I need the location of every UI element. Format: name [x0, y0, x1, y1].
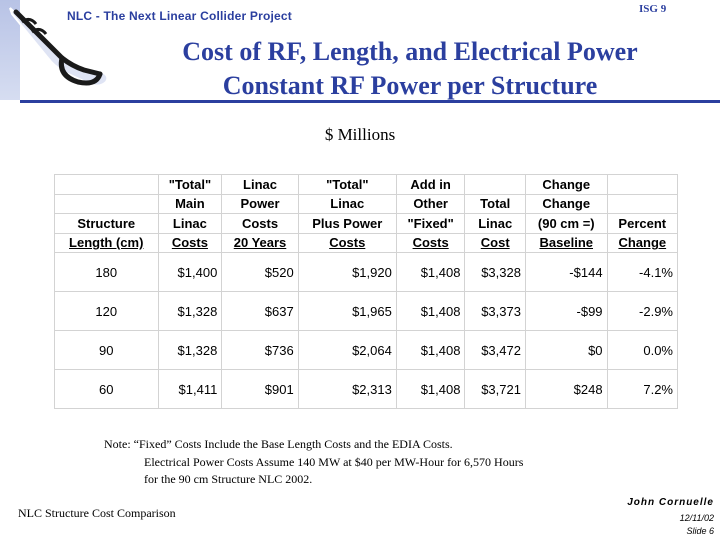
header-cell: Add in — [396, 175, 465, 195]
header-divider — [20, 100, 720, 103]
table-cell: $3,472 — [465, 331, 526, 370]
table-cell: 90 — [55, 331, 159, 370]
header-cell — [607, 175, 677, 195]
table-cell: $1,408 — [396, 331, 465, 370]
header-cell: 20 Years — [222, 233, 298, 253]
header-row — [55, 233, 678, 253]
table-cell: 180 — [55, 253, 159, 292]
header-cell — [55, 175, 159, 195]
header-cell — [55, 194, 159, 214]
header-cell: Change — [525, 194, 607, 214]
table-cell: 0.0% — [607, 331, 677, 370]
slide-number: Slide 6 — [686, 526, 714, 536]
header-cell: Change — [607, 233, 677, 253]
slide-title-line1: Cost of RF, Length, and Electrical Power — [182, 37, 638, 66]
table-cell: $1,328 — [158, 292, 222, 331]
header-cell: Linac — [158, 214, 222, 234]
note-line-1: Note: “Fixed” Costs Include the Base Length Costs and the EDIA Costs. — [104, 437, 453, 451]
table-cell: $637 — [222, 292, 298, 331]
slide-title-line2: Constant RF Power per Structure — [222, 71, 598, 100]
table-cell: $1,328 — [158, 331, 222, 370]
table-cell: $3,721 — [465, 370, 526, 409]
table-cell: $2,064 — [298, 331, 396, 370]
header-row — [55, 214, 678, 234]
table-cell: $0 — [525, 331, 607, 370]
header-cell — [465, 175, 526, 195]
header-cell: Length (cm) — [55, 233, 159, 253]
header-cell: "Fixed" — [396, 214, 465, 234]
table-cell: $901 — [222, 370, 298, 409]
header-cell: Power — [222, 194, 298, 214]
table-row — [55, 253, 678, 292]
table-cell: -2.9% — [607, 292, 677, 331]
note-block — [104, 436, 523, 489]
table-cell: $3,328 — [465, 253, 526, 292]
header-cell: Change — [525, 175, 607, 195]
table-row — [55, 292, 678, 331]
header-cell: Other — [396, 194, 465, 214]
table-cell: -$99 — [525, 292, 607, 331]
header-cell: Costs — [222, 214, 298, 234]
table-cell: 7.2% — [607, 370, 677, 409]
table-cell: 120 — [55, 292, 159, 331]
cost-table-body — [55, 253, 678, 409]
table-row — [55, 370, 678, 409]
header-cell: Linac — [298, 194, 396, 214]
header-row — [55, 194, 678, 214]
table-cell: -$144 — [525, 253, 607, 292]
table-cell: $1,408 — [396, 253, 465, 292]
note-line-2: Electrical Power Costs Assume 140 MW at $40 per MW-Hour for 6,570 Hours — [144, 454, 524, 469]
header-cell: "Total" — [158, 175, 222, 195]
table-cell: $2,313 — [298, 370, 396, 409]
project-name: NLC - The Next Linear Collider Project — [67, 9, 292, 23]
footer-title: NLC Structure Cost Comparison — [18, 506, 176, 520]
header-cell: "Total" — [298, 175, 396, 195]
header-cell: (90 cm =) — [525, 214, 607, 234]
table-cell: 60 — [55, 370, 159, 409]
table-cell: $736 — [222, 331, 298, 370]
header-cell: Costs — [396, 233, 465, 253]
header-cell: Percent — [607, 214, 677, 234]
table-cell: $3,373 — [465, 292, 526, 331]
slide-date: 12/11/02 — [679, 513, 714, 523]
table-cell: $1,920 — [298, 253, 396, 292]
table-cell: $1,408 — [396, 292, 465, 331]
header-cell — [607, 194, 677, 214]
cost-table — [54, 174, 678, 409]
units-label: $ Millions — [324, 125, 396, 144]
header-cell: Structure — [55, 214, 159, 234]
table-cell: -4.1% — [607, 253, 677, 292]
table-cell: $248 — [525, 370, 607, 409]
header-cell: Linac — [222, 175, 298, 195]
cost-table-header — [55, 175, 678, 253]
header-cell: Plus Power — [298, 214, 396, 234]
header-cell: Main — [158, 194, 222, 214]
note-line-3: for the 90 cm Structure NLC 2002. — [144, 472, 313, 486]
author-name: John Cornuelle — [627, 497, 714, 508]
table-cell: $1,408 — [396, 370, 465, 409]
header-row — [55, 175, 678, 195]
table-cell: $1,965 — [298, 292, 396, 331]
table-cell: $1,400 — [158, 253, 222, 292]
header-cell: Total — [465, 194, 526, 214]
header-cell: Cost — [465, 233, 526, 253]
header-cell: Baseline — [525, 233, 607, 253]
slide-code: ISG 9 — [639, 3, 667, 15]
table-cell: $520 — [222, 253, 298, 292]
header-cell: Costs — [298, 233, 396, 253]
table-row — [55, 331, 678, 370]
header-cell: Costs — [158, 233, 222, 253]
table-cell: $1,411 — [158, 370, 222, 409]
header-cell: Linac — [465, 214, 526, 234]
